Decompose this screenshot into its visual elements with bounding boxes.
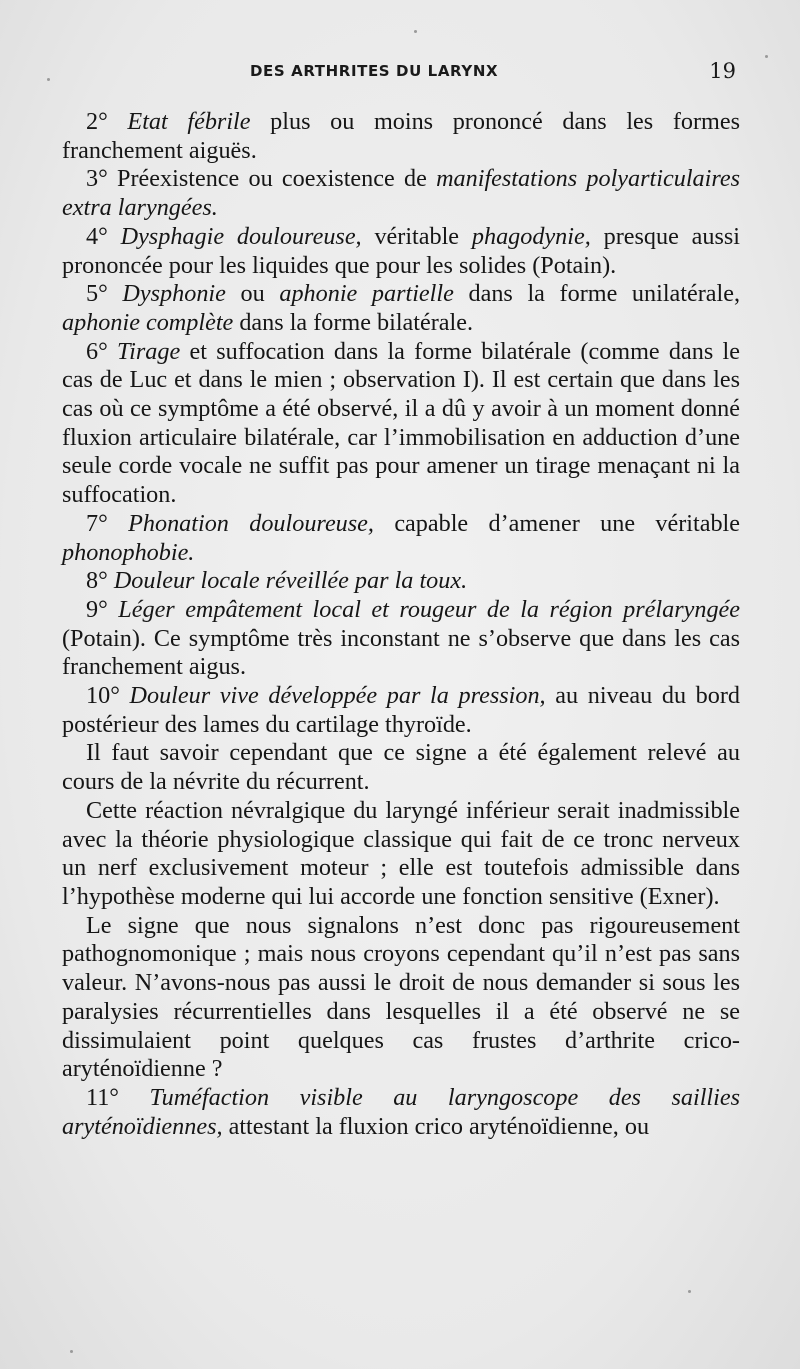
list-item (62, 596, 740, 682)
item-number: 6° (86, 337, 108, 365)
item-text: (Potain). Ce symptôme très inconstant ne s’observe que dans les cas franchement aigus. (62, 624, 740, 681)
running-head (62, 59, 738, 88)
item-text: presque aussi prononcée pour les liquides que pour les solides (Potain). (62, 222, 741, 279)
item-text: capable d’amener une véritable (394, 509, 741, 537)
list-item (62, 280, 740, 337)
item-term: Etat fébrile (127, 108, 251, 135)
paragraph: Il faut savoir cependant que ce signe a été également relevé au cours de la névrite du récurrent. (62, 739, 740, 796)
item-text: dans la forme bilatérale. (239, 308, 474, 336)
list-item (62, 510, 740, 567)
item-term: Dysphonie (122, 280, 226, 308)
list-item (62, 165, 740, 222)
item-term: Phonation douloureuse, (128, 509, 374, 537)
item-text: au niveau du bord postérieur des lames du cartilage thyroïde. (62, 682, 741, 738)
item-term: aphonie complète (62, 308, 234, 336)
item-number: 8° (86, 567, 108, 595)
list-item (62, 567, 740, 596)
list-item (62, 1084, 740, 1141)
item-term: Douleur vive développée par la pression, (129, 682, 546, 710)
item-text: dans la forme unilatérale, (468, 280, 741, 308)
item-text: plus ou moins prononcé dans les formes franchement aiguës. (62, 108, 740, 164)
item-text: attestant la fluxion crico aryténoïdienne, ou (228, 1112, 650, 1140)
item-number: 4° (86, 222, 108, 250)
item-number: 3° (86, 165, 108, 193)
paper-speck (765, 55, 768, 58)
item-term: Tirage (117, 337, 181, 365)
item-number: 5° (86, 280, 108, 308)
list-item (62, 338, 740, 510)
paper-speck (47, 78, 50, 81)
item-term: phagodynie, (471, 222, 591, 250)
item-term: Douleur locale réveillée par la toux. (113, 567, 468, 595)
item-term: aphonie partielle (279, 280, 454, 308)
body-text (62, 108, 740, 1141)
item-number: 7° (86, 509, 108, 537)
page-number: 19 (709, 59, 736, 83)
paragraph: Le signe que nous signalons n’est donc pas rigoureusement pathognomonique ; mais nous croyons cependant qu’il n’est pas sans valeur. N’avons-nous pas aussi le droit de nous demander si sous les paralysies récurrentielles dans lesquelles il a été observé ne se dissimulaient point quelques cas frustes d’arthrite crico-aryténoïdienne ? (62, 911, 740, 1083)
item-text: véritable (374, 222, 460, 250)
paper-speck (70, 1350, 73, 1353)
paper-speck (688, 1290, 691, 1293)
paper-speck (414, 30, 417, 33)
item-number: 2° (86, 108, 108, 135)
item-term: Tuméfaction visible au laryngoscope des saillies aryténoïdiennes, (62, 1083, 741, 1140)
item-text: et suffocation dans la forme bilatérale (comme dans le cas de Luc et dans le mien ; observation I). Il est certain que dans les cas où ce symptôme a été observé, il a dû y avoir à un moment donné fluxion articulaire bilatérale, car l’immobilisation en adduction d’une seule corde vocale ne suffit pas pour amener un tirage menaçant ni la suffocation. (62, 337, 740, 509)
item-term: phonophobie. (62, 538, 195, 566)
paragraph: Cette réaction névralgique du laryngé inférieur serait inadmissible avec la théorie physiologique classique qui fait de ce tronc nerveux un nerf exclusivement moteur ; elle est toutefois admissible dans l’hypothèse moderne qui lui accorde une fonction sensitive (Exner). (62, 796, 740, 910)
list-item (62, 682, 740, 739)
running-title: DES ARTHRITES DU LARYNX (250, 62, 499, 80)
item-term: Léger empâtement local et rougeur de la région prélaryngée (118, 595, 741, 623)
item-term: manifestations polyarticulaires extra laryngées. (62, 165, 741, 222)
item-number: 9° (86, 595, 108, 623)
item-text: Préexistence ou coexistence de (117, 165, 427, 193)
item-number: 10° (86, 682, 120, 710)
item-number: 11° (86, 1083, 119, 1111)
list-item (62, 223, 740, 280)
item-term: Dysphagie douloureuse, (120, 222, 362, 250)
item-text: ou (240, 280, 265, 308)
list-item (62, 108, 740, 165)
